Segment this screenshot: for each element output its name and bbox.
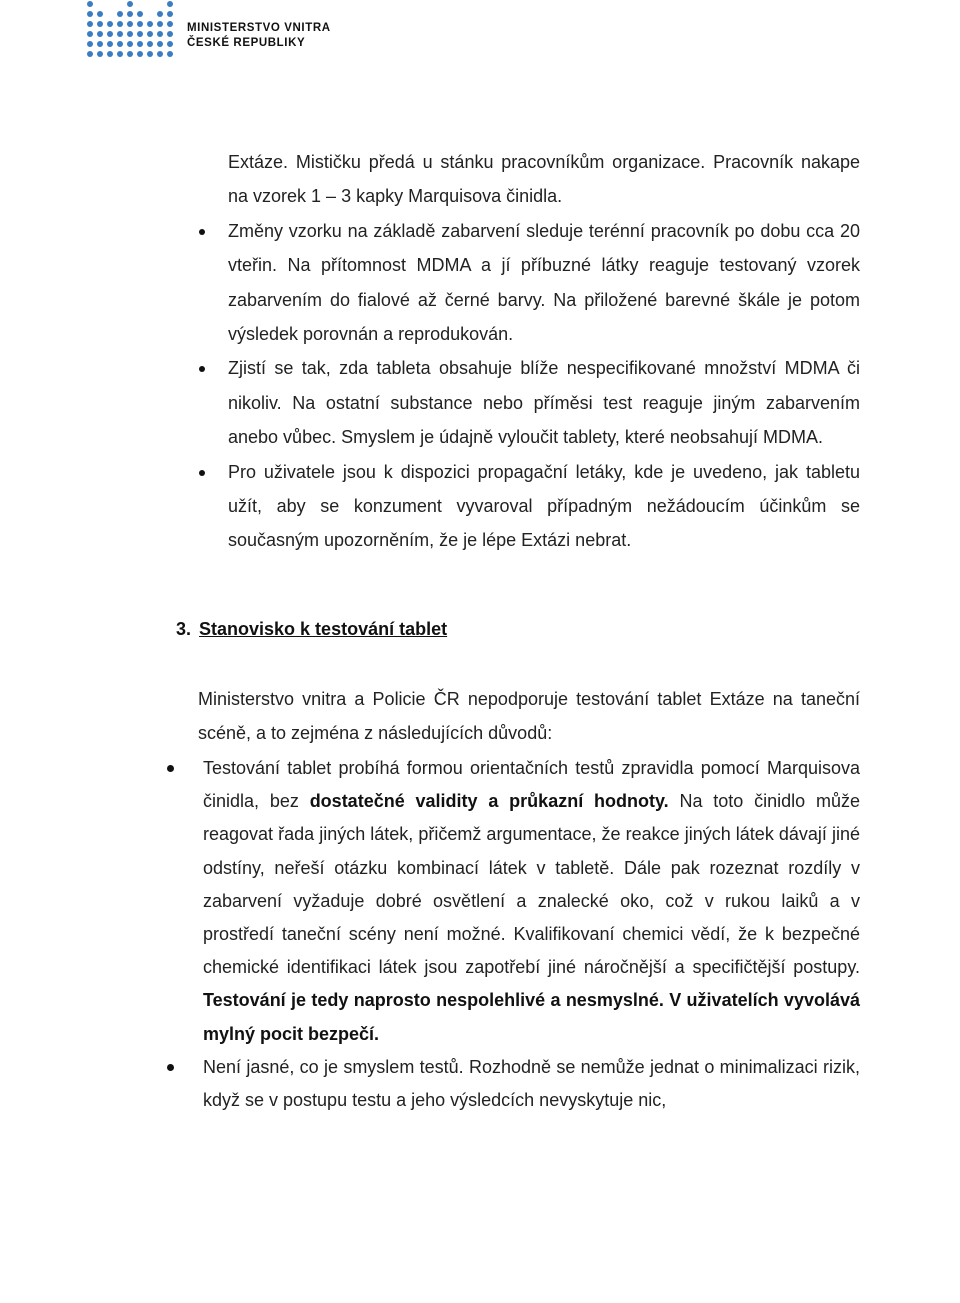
list-item: [203, 752, 860, 1051]
bullet-list-reasons: [203, 752, 860, 1117]
logo-line-1: MINISTERSTVO VNITRA: [187, 22, 331, 34]
paragraph-text: Změny vzorku na základě zabarvení sleduje terénní pracovník po dobu cca 20 vteřin. Na přítomnost MDMA a jí příbuzné látky reaguje testovaný vzorek zabarvením do fialové až černé barvy. Na přiložené barevné škále je potom výsledek porovnán a reprodukován.: [228, 220, 860, 345]
bullet-icon: [167, 765, 174, 772]
section-heading: [176, 619, 447, 640]
emphasis-text: dostatečné validity a průkazní hodnoty.: [309, 791, 669, 812]
paragraph-text: Zjistí se tak, zda tableta obsahuje blíže nespecifikované množství MDMA či nikoliv. Na ostatní substance nebo příměsi test reaguje jiným zabarvením anebo vůbec. Smyslem je údajně vyloučit tablety, které neobsahují MDMA.: [228, 358, 860, 448]
list-item: [228, 455, 860, 558]
paragraph-text: Na toto činidlo může reagovat řada jiných látek, přičemž argumentace, že reakce jiných látek dávají jiné odstíny, neřeší otázku kombinací látek v tabletě. Dále pak rozeznat rozdíly v zabarvení vyžaduje dobré osvětlení a znalecké oko, což v rukou laiků a v prostředí taneční scény není možné. Kvalifikovaní chemici vědí, že k bezpečné chemické identifikaci látek jsou zapotřebí jiné náročnější a specifičtější postupy.: [203, 791, 860, 978]
paragraph-text: Pro uživatele jsou k dispozici propagační letáky, kde je uvedeno, jak tabletu užít, aby se konzument vyvaroval případným nežádoucím účinkům se současným upozorněním, že je lépe Extázi nebrat.: [228, 461, 860, 551]
paragraph-text: Není jasné, co je smyslem testů. Rozhodně se nemůže jednat o minimalizaci rizik, když se v postupu testu a jeho výsledcích nevyskytuje nic,: [203, 1056, 860, 1111]
list-item-continuation: [228, 145, 860, 214]
section-title: Stanovisko k testování tablet: [199, 619, 448, 639]
logo-line-2: ČESKÉ REPUBLIKY: [187, 36, 306, 49]
list-item: [228, 214, 860, 352]
bullet-icon: [167, 1064, 174, 1071]
bullet-icon: [199, 470, 205, 476]
logo-dot-grid-icon: [86, 0, 182, 62]
bullet-icon: [199, 229, 205, 235]
logo-wordmark: [187, 21, 331, 50]
intro-paragraph: Ministerstvo vnitra a Policie ČR nepodporuje testování tablet Extáze na taneční scéně, a to zejména z následujících důvodů:: [198, 689, 860, 743]
paragraph-text: Testování tablet probíhá formou orientačních testů zpravidla pomocí Marquisova činidla, bez: [203, 758, 860, 812]
emphasis-text: Testování je tedy naprosto nespolehlivé a nesmyslné. V uživatelích vyvolává mylný pocit bezpečí.: [203, 990, 860, 1044]
list-item: [228, 351, 860, 454]
list-item: [203, 1051, 860, 1117]
paragraph-text: Extáze. Mističku předá u stánku pracovníkům organizace. Pracovník nakape na vzorek 1 – 3 kapky Marquisova činidla.: [228, 152, 860, 207]
ministry-logo: [86, 0, 331, 62]
bullet-icon: [199, 366, 205, 372]
bullet-list-procedure: [228, 145, 860, 558]
section-number: 3.: [176, 619, 192, 639]
